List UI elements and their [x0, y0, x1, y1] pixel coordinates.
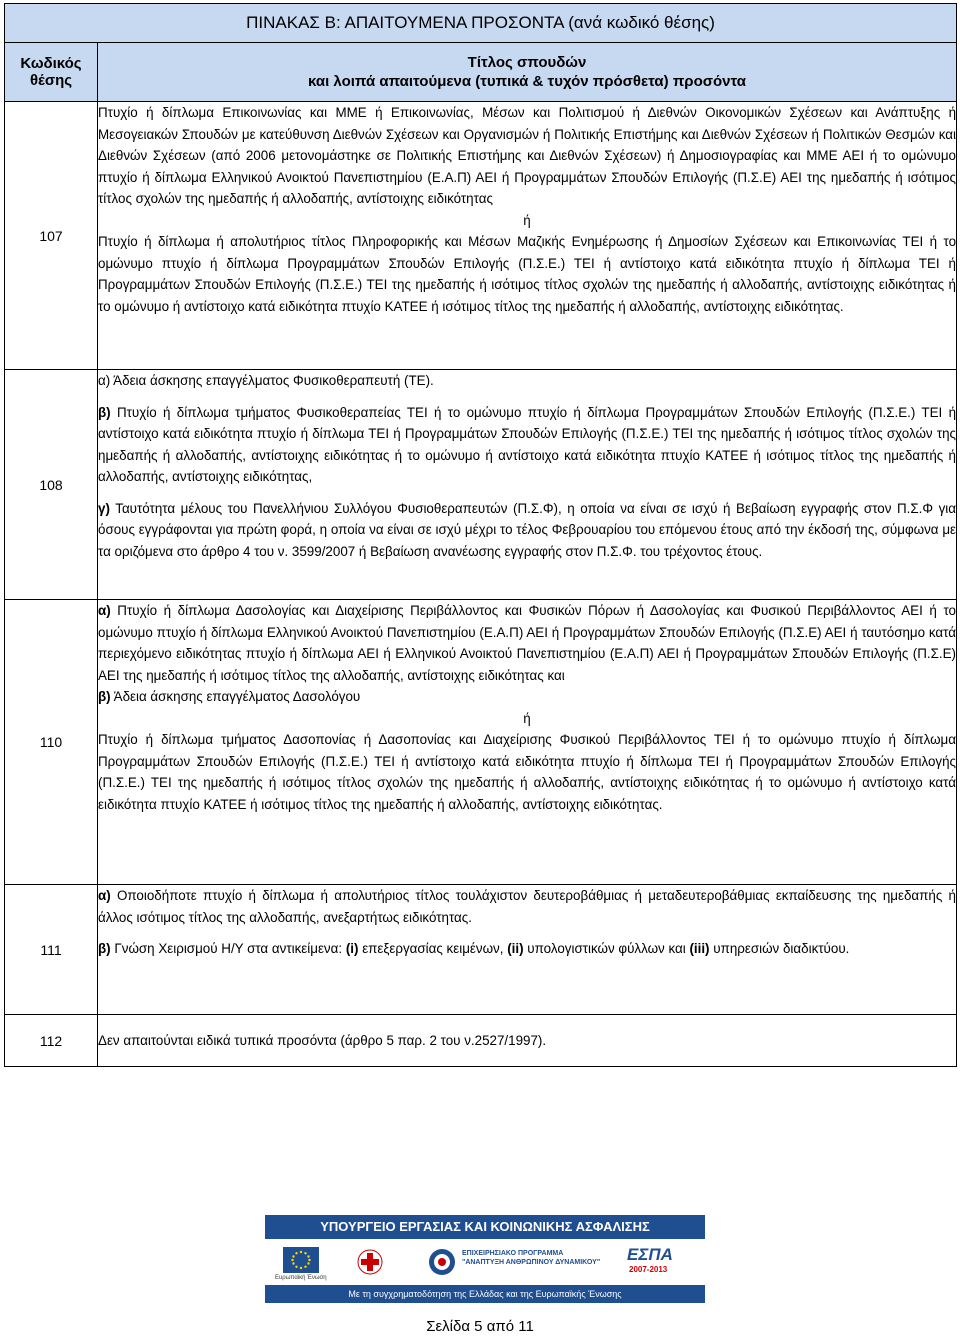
- item-label: β): [98, 689, 111, 704]
- item-text: Γνώση Χειρισμού Η/Υ στα αντικείμενα:: [114, 941, 343, 956]
- table-row: [5, 1015, 957, 1067]
- or-separator: ή: [523, 710, 531, 726]
- header-code: [5, 43, 98, 102]
- header-desc-line2: και λοιπά απαιτούμενα (τυπικά & τυχόν πρόσθετα) προσόντα: [307, 73, 747, 90]
- item-sublabel: (iii): [689, 941, 710, 956]
- item-text: Πτυχίο ή δίπλωμα Δασολογίας και Διαχείρισης Περιβάλλοντος και Φυσικών Πόρων ή Δασολογίας και Φυσικού Περιβάλλοντος ΑΕΙ ή το ομώνυμο πτυχίο ή δίπλωμα Ελληνικού Ανοικτού Πανεπιστημίου (Ε.Α.Π) ΑΕΙ ή Προγραμμάτων Σπουδών Επιλογής (Π.Σ.Ε) ΑΕΙ ή ταυτόσημο κατά περιεχόμενο ειδικότητας πτυχίο ή δίπλωμα ΑΕΙ ή Ελληνικού Ανοικτού Πανεπιστημίου (Ε.Α.Π) ΑΕΙ ή Προγραμμάτων Σπουδών Επιλογής (Π.Σ.Ε) ΑΕΙ της ημεδαπής ή ισότιμος τίτλος της αλλοδαπής, αντίστοιχης ειδικότητας και: [98, 603, 957, 683]
- position-code: 111: [5, 885, 98, 1015]
- item-text: Ταυτότητα μέλους του Πανελλήνιου Συλλόγου Φυσιοθεραπευτών (Π.Σ.Φ), η οποία να είναι σε ισχύ ή Βεβαίωση εγγραφής στον Π.Σ.Φ για όσους εγγράφονται για πρώτη φορά, η οποία να είναι σε ισχύ μέχρι το τέλος Φεβρουαρίου του επόμενου έτους από την έκδοσή της, σύμφωνα με τα οριζόμενα στο άρθρο 4 του ν. 3599/2007 ή Βεβαίωση ανανέωσης εγγραφής στον Π.Σ.Φ. του τρέχοντος έτους.: [98, 500, 957, 559]
- item-label: α): [98, 888, 111, 903]
- header-code-line1: Κωδικός: [20, 55, 82, 72]
- red-cross-icon: [357, 1249, 383, 1275]
- position-code: 107: [5, 102, 98, 370]
- qualification-paragraph: Πτυχίο ή δίπλωμα ή απολυτήριος τίτλος Πληροφορικής και Μέσων Μαζικής Ενημέρωσης ή Δημοσίων Σχέσεων και Επικοινωνίας ΤΕΙ ή το ομώνυμο πτυχίο ή δίπλωμα Προγραμμάτων Σπουδών Επιλογής (Π.Σ.Ε.) ΤΕΙ ή αντίστοιχο κατά ειδικότητα πτυχίο ή δίπλωμα ΤΕΙ ή Προγραμμάτων Σπουδών Επιλογής (Π.Σ.Ε.) ΤΕΙ της ημεδαπής ή ισότιμος τίτλος σχολών της ημεδαπής ή αλλοδαπής, αντίστοιχης ειδικότητας ή το ομώνυμο ή αντίστοιχο κατά ειδικότητα πτυχίο ΚΑΤΕΕ ή ισότιμος τίτλος της ημεδαπής ή αλλοδαπής, αντίστοιχης ειδικότητας.: [98, 234, 957, 314]
- logos-strip: [265, 1243, 705, 1283]
- item-text: υπολογιστικών φύλλων και: [527, 941, 686, 956]
- position-code: 108: [5, 370, 98, 600]
- or-separator: ή: [523, 212, 531, 228]
- qualification-item-a: [98, 600, 956, 686]
- qualification-item-b: [98, 402, 956, 488]
- item-label: γ): [98, 500, 110, 516]
- position-code: 112: [5, 1015, 98, 1067]
- qualification-text: [98, 370, 957, 600]
- program-logo-icon: [425, 1247, 459, 1277]
- table-row: [5, 885, 957, 1015]
- eu-label: Ευρωπαϊκή Ένωση: [275, 1275, 327, 1281]
- espa-logo-icon: [627, 1245, 691, 1279]
- header-desc-line1: Τίτλος σπουδών: [467, 54, 587, 71]
- header-description: [98, 43, 957, 102]
- qualification-item-b: [98, 686, 956, 708]
- espa-label: ΕΣΠΑ: [627, 1245, 673, 1264]
- qualification-paragraph: Πτυχίο ή δίπλωμα τμήματος Δασοπονίας ή Δασοπονίας και Διαχείρισης Φυσικού Περιβάλλοντος ΤΕΙ ή το ομώνυμο πτυχίο ή δίπλωμα Προγραμμάτων Σπουδών Επιλογής (Π.Σ.Ε.) ΤΕΙ ή αντίστοιχο κατά ειδικότητα πτυχίο ή δίπλωμα ΤΕΙ ή Προγραμμάτων Σπουδών Επιλογής (Π.Σ.Ε.) ΤΕΙ της ημεδαπής ή ισότιμος τίτλος σχολών της ημεδαπής ή αλλοδαπής, αντίστοιχης ειδικότητας ή το ομώνυμο ή αντίστοιχο κατά ειδικότητα πτυχίο ΚΑΤΕΕ ή ισότιμος τίτλος της ημεδαπής ή αλλοδαπής, αντίστοιχης ειδικότητας.: [98, 732, 957, 812]
- item-text: Άδεια άσκησης επαγγέλματος Δασολόγου: [113, 689, 361, 704]
- eu-flag-icon: [283, 1247, 319, 1273]
- qualification-text: [98, 600, 957, 885]
- qualification-text: [98, 885, 957, 1015]
- qualification-item-a: α) Άδεια άσκησης επαγγέλματος Φυσικοθεραπευτή (ΤΕ).: [98, 373, 434, 388]
- table-title: ΠΙΝΑΚΑΣ Β: ΑΠΑΙΤΟΥΜΕΝΑ ΠΡΟΣΟΝΤΑ (ανά κωδικό θέσης): [5, 4, 957, 43]
- item-label: α): [98, 603, 111, 618]
- qualification-paragraph: Πτυχίο ή δίπλωμα Επικοινωνίας και ΜΜΕ ή Επικοινωνίας, Μέσων και Πολιτισμού ή Διεθνών Οικονομικών Σχέσεων και Ανάπτυξης ή Μεσογειακών Σπουδών με κατεύθυνση Διεθνών Σχέσεων και Οργανισμών ή Πολιτικής Επιστήμης και Διεθνών Σχέσεων ή Πολιτικών Θεσμών και Διεθνών Σχέσεων (από 2006 μετονομάστηκε σε Πολιτικής Επιστήμης και Διεθνών Σχέσεων) ή Δημοσιογραφίας και ΜΜΕ ΑΕΙ ή το ομώνυμο πτυχίο ή δίπλωμα Ελληνικού Ανοικτού Πανεπιστημίου (Ε.Α.Π) ΑΕΙ ή Προγραμμάτων Σπουδών Επιλογής (Π.Σ.Ε) ΑΕΙ της ημεδαπής ή ισότιμος τίτλος σχολών της ημεδαπής ή αλλοδαπής, αντίστοιχης ειδικότητας: [98, 105, 957, 206]
- item-text: Πτυχίο ή δίπλωμα τμήματος Φυσικοθεραπείας ΤΕΙ ή το ομώνυμο πτυχίο ή δίπλωμα Προγραμμάτων Σπουδών Επιλογής (Π.Σ.Ε.) ΤΕΙ ή αντίστοιχο κατά ειδικότητα πτυχίο ή δίπλωμα ΤΕΙ ή Προγραμμάτων Σπουδών Επιλογής (Π.Σ.Ε.) ΤΕΙ της ημεδαπής ή ισότιμος τίτλος σχολών της ημεδαπής ή αλλοδαπής, αντίστοιχης ειδικότητας ή το ομώνυμο ή αντίστοιχο κατά ειδικότητα πτυχίο ΚΑΤΕΕ ή ισότιμος τίτλος της ημεδαπής ή αλλοδαπής, αντίστοιχης ειδικότητας,: [98, 404, 957, 484]
- table-row: [5, 102, 957, 370]
- item-text: υπηρεσιών διαδικτύου.: [713, 941, 850, 956]
- qualification-item-c: [98, 498, 956, 563]
- page-number: Σελίδα 5 από 11: [426, 1318, 534, 1335]
- program-line2: "ΑΝΑΠΤΥΞΗ ΑΝΘΡΩΠΙΝΟΥ ΔΥΝΑΜΙΚΟΥ": [462, 1259, 601, 1266]
- item-sublabel: (ii): [507, 941, 524, 956]
- qualification-text: [98, 102, 957, 370]
- header-code-line2: θέσης: [29, 72, 73, 89]
- ministry-banner: [265, 1215, 705, 1303]
- program-line1: ΕΠΙΧΕΙΡΗΣΙΑΚΟ ΠΡΟΓΡΑΜΜΑ: [462, 1250, 564, 1257]
- item-label: β): [98, 941, 111, 956]
- espa-years: 2007-2013: [629, 1265, 668, 1274]
- item-text: επεξεργασίας κειμένων,: [362, 941, 504, 956]
- qualification-text: Δεν απαιτούνται ειδικά τυπικά προσόντα (άρθρο 5 παρ. 2 του ν.2527/1997).: [98, 1015, 957, 1067]
- table-row: [5, 370, 957, 600]
- item-sublabel: (i): [345, 941, 359, 956]
- qualifications-table: [4, 3, 957, 1067]
- qualification-item-b: [98, 938, 956, 960]
- program-name: [462, 1249, 612, 1267]
- item-text: Οποιοδήποτε πτυχίο ή δίπλωμα ή απολυτήριος τίτλος τουλάχιστον δευτεροβάθμιας ή μεταδευτεροβάθμιας εκπαίδευσης της ημεδαπής ή άλλος ισότιμος τίτλος της αλλοδαπής, ανεξαρτήτως ειδικότητας.: [98, 888, 956, 925]
- co-funding-note: Με τη συγχρηματοδότηση της Ελλάδας και της Ευρωπαϊκής Ένωσης: [265, 1285, 705, 1303]
- table-row: [5, 600, 957, 885]
- position-code: 110: [5, 600, 98, 885]
- item-label: β): [98, 404, 111, 420]
- ministry-title: ΥΠΟΥΡΓΕΙΟ ΕΡΓΑΣΙΑΣ ΚΑΙ ΚΟΙΝΩΝΙΚΗΣ ΑΣΦΑΛΙΣΗΣ: [265, 1215, 705, 1239]
- eu-stars-icon: [283, 1247, 319, 1273]
- qualification-item-a: [98, 885, 956, 928]
